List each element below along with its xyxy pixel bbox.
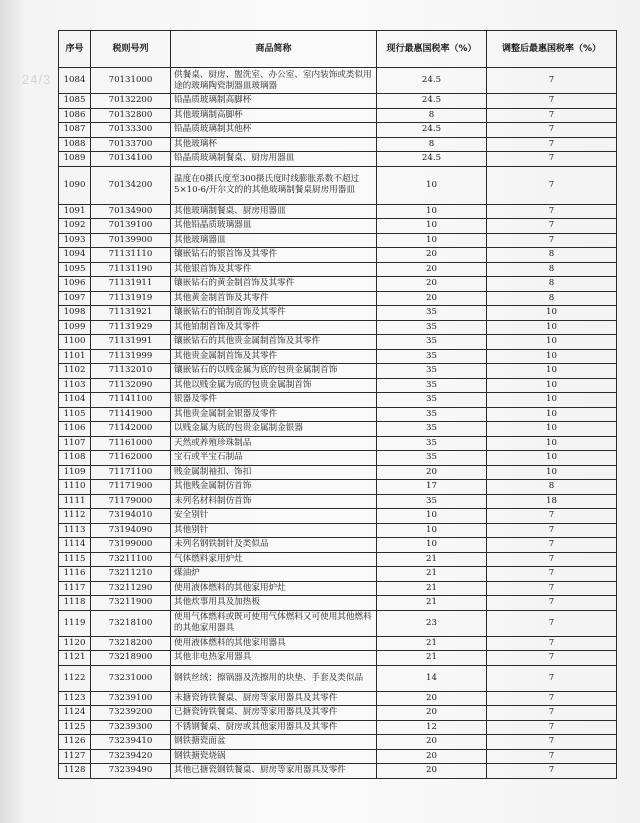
cell-serial-number: 1108 (59, 451, 91, 466)
cell-serial-number: 1103 (59, 378, 91, 393)
cell-serial-number: 1102 (59, 364, 91, 379)
table-row (59, 636, 617, 651)
cell-product-name: 温度在0摄氏度至300摄氏度时线膨胀系数不超过5×10-6/开尔文的的其他玻璃制餐桌厨房用器皿 (171, 166, 377, 204)
cell-serial-number: 1109 (59, 465, 91, 480)
cell-product-name: 镶嵌钻石的铂制首饰及其零件 (171, 306, 377, 321)
cell-current-rate: 23 (377, 610, 487, 636)
cell-current-rate: 24.5 (377, 94, 487, 109)
table-row (59, 749, 617, 764)
cell-current-rate: 35 (377, 451, 487, 466)
cell-product-name: 使用液体燃料的其他家用炉灶 (171, 581, 377, 596)
cell-current-rate: 24.5 (377, 68, 487, 94)
cell-tariff-code: 70134100 (91, 152, 171, 167)
cell-serial-number: 1126 (59, 735, 91, 750)
cell-tariff-code: 70133700 (91, 137, 171, 152)
cell-current-rate: 10 (377, 523, 487, 538)
cell-product-name: 其他铂制首饰及其零件 (171, 320, 377, 335)
cell-current-rate: 35 (377, 306, 487, 321)
cell-tariff-code: 71141100 (91, 393, 171, 408)
cell-product-name: 镶嵌钻石的其他贵金属制首饰及其零件 (171, 335, 377, 350)
cell-adjusted-rate: 10 (487, 465, 617, 480)
table-row (59, 706, 617, 721)
cell-adjusted-rate: 7 (487, 233, 617, 248)
cell-serial-number: 1087 (59, 123, 91, 138)
cell-adjusted-rate: 10 (487, 393, 617, 408)
cell-serial-number: 1096 (59, 277, 91, 292)
cell-serial-number: 1094 (59, 248, 91, 263)
cell-product-name: 气体燃料家用炉灶 (171, 552, 377, 567)
cell-current-rate: 10 (377, 204, 487, 219)
cell-serial-number: 1112 (59, 509, 91, 524)
cell-tariff-code: 73239200 (91, 706, 171, 721)
cell-tariff-code: 70139100 (91, 219, 171, 234)
table-row (59, 262, 617, 277)
cell-adjusted-rate: 7 (487, 538, 617, 553)
cell-adjusted-rate: 10 (487, 349, 617, 364)
cell-adjusted-rate: 8 (487, 480, 617, 495)
cell-current-rate: 17 (377, 480, 487, 495)
cell-adjusted-rate: 7 (487, 764, 617, 779)
cell-current-rate: 35 (377, 364, 487, 379)
cell-current-rate: 35 (377, 349, 487, 364)
cell-serial-number: 1125 (59, 720, 91, 735)
cell-product-name: 天然或养殖珍珠制品 (171, 436, 377, 451)
cell-adjusted-rate: 8 (487, 248, 617, 263)
cell-product-name: 其他玻璃制高脚杯 (171, 108, 377, 123)
cell-current-rate: 14 (377, 665, 487, 691)
cell-serial-number: 1104 (59, 393, 91, 408)
cell-adjusted-rate: 7 (487, 123, 617, 138)
cell-current-rate: 24.5 (377, 152, 487, 167)
cell-adjusted-rate: 7 (487, 219, 617, 234)
cell-product-name: 供餐桌、厨房、盥洗室、办公室、室内装饰或类似用途的玻璃陶瓷制器皿玻璃器 (171, 68, 377, 94)
table-row (59, 94, 617, 109)
cell-product-name: 使用液体燃料的其他家用器具 (171, 636, 377, 651)
cell-product-name: 其他炊事用具及加热板 (171, 596, 377, 611)
table-row (59, 68, 617, 94)
header-current-rate: 现行最惠国税率（%） (377, 31, 487, 68)
table-row (59, 364, 617, 379)
cell-product-name: 未列名材料制仿首饰 (171, 494, 377, 509)
cell-adjusted-rate: 10 (487, 436, 617, 451)
table-row (59, 610, 617, 636)
cell-adjusted-rate: 10 (487, 378, 617, 393)
cell-product-name: 未列名钢铁制针及类似品 (171, 538, 377, 553)
cell-adjusted-rate: 7 (487, 610, 617, 636)
cell-product-name: 已搪瓷铸铁餐桌、厨房等家用器具及其零件 (171, 706, 377, 721)
cell-adjusted-rate: 7 (487, 94, 617, 109)
cell-current-rate: 35 (377, 407, 487, 422)
cell-tariff-code: 73211210 (91, 567, 171, 582)
cell-tariff-code: 71171900 (91, 480, 171, 495)
cell-serial-number: 1119 (59, 610, 91, 636)
cell-tariff-code: 73211290 (91, 581, 171, 596)
cell-serial-number: 1086 (59, 108, 91, 123)
cell-current-rate: 20 (377, 277, 487, 292)
cell-product-name: 使用气体燃料或既可使用气体燃料又可使用其他燃料的其他家用器具 (171, 610, 377, 636)
cell-adjusted-rate: 7 (487, 68, 617, 94)
cell-tariff-code: 70131000 (91, 68, 171, 94)
cell-serial-number: 1117 (59, 581, 91, 596)
table-row (59, 219, 617, 234)
cell-tariff-code: 70132200 (91, 94, 171, 109)
watermark: 24/3 (22, 72, 52, 87)
cell-product-name: 银器及零件 (171, 393, 377, 408)
cell-tariff-code: 71131919 (91, 291, 171, 306)
cell-serial-number: 1114 (59, 538, 91, 553)
cell-current-rate: 21 (377, 636, 487, 651)
cell-adjusted-rate: 7 (487, 567, 617, 582)
table-row (59, 407, 617, 422)
cell-current-rate: 20 (377, 291, 487, 306)
table-row (59, 166, 617, 204)
cell-product-name: 不锈钢餐桌、厨房或其他家用器具及其零件 (171, 720, 377, 735)
cell-serial-number: 1090 (59, 166, 91, 204)
cell-product-name: 钢铁搪瓷烧锅 (171, 749, 377, 764)
cell-current-rate: 35 (377, 393, 487, 408)
cell-adjusted-rate: 7 (487, 706, 617, 721)
cell-serial-number: 1100 (59, 335, 91, 350)
cell-adjusted-rate: 7 (487, 749, 617, 764)
cell-current-rate: 20 (377, 706, 487, 721)
cell-serial-number: 1107 (59, 436, 91, 451)
cell-product-name: 其他玻璃制餐桌、厨房用器皿 (171, 204, 377, 219)
cell-tariff-code: 71131190 (91, 262, 171, 277)
cell-product-name: 镶嵌钻石的银首饰及其零件 (171, 248, 377, 263)
cell-tariff-code: 71132090 (91, 378, 171, 393)
table-row (59, 567, 617, 582)
cell-product-name: 其他已搪瓷钢铁餐桌、厨房等家用器具及零件 (171, 764, 377, 779)
cell-serial-number: 1089 (59, 152, 91, 167)
cell-adjusted-rate: 7 (487, 651, 617, 666)
table-row (59, 108, 617, 123)
table-row (59, 691, 617, 706)
cell-adjusted-rate: 7 (487, 596, 617, 611)
cell-tariff-code: 71171100 (91, 465, 171, 480)
cell-current-rate: 35 (377, 422, 487, 437)
cell-serial-number: 1095 (59, 262, 91, 277)
cell-adjusted-rate: 18 (487, 494, 617, 509)
cell-serial-number: 1128 (59, 764, 91, 779)
cell-product-name: 其他玻璃杯 (171, 137, 377, 152)
header-serial-number: 序号 (59, 31, 91, 68)
cell-tariff-code: 71162000 (91, 451, 171, 466)
table-row (59, 581, 617, 596)
cell-current-rate: 10 (377, 233, 487, 248)
table-row (59, 306, 617, 321)
cell-tariff-code: 70134200 (91, 166, 171, 204)
table-row (59, 596, 617, 611)
cell-tariff-code: 71131929 (91, 320, 171, 335)
table-row (59, 538, 617, 553)
cell-adjusted-rate: 7 (487, 691, 617, 706)
cell-product-name: 其他贵金属制首饰及其零件 (171, 349, 377, 364)
cell-product-name: 其他贱金属制仿首饰 (171, 480, 377, 495)
table-row (59, 349, 617, 364)
cell-current-rate: 35 (377, 494, 487, 509)
cell-current-rate: 24.5 (377, 123, 487, 138)
cell-serial-number: 1105 (59, 407, 91, 422)
cell-product-name: 其他玻璃器皿 (171, 233, 377, 248)
cell-adjusted-rate: 10 (487, 364, 617, 379)
cell-serial-number: 1099 (59, 320, 91, 335)
table-body (59, 68, 617, 779)
cell-tariff-code: 73239300 (91, 720, 171, 735)
cell-current-rate: 20 (377, 262, 487, 277)
cell-serial-number: 1093 (59, 233, 91, 248)
cell-tariff-code: 71131911 (91, 277, 171, 292)
cell-tariff-code: 73239410 (91, 735, 171, 750)
cell-adjusted-rate: 10 (487, 422, 617, 437)
cell-serial-number: 1110 (59, 480, 91, 495)
cell-current-rate: 21 (377, 596, 487, 611)
cell-serial-number: 1098 (59, 306, 91, 321)
cell-product-name: 安全别针 (171, 509, 377, 524)
cell-current-rate: 10 (377, 509, 487, 524)
cell-tariff-code: 73218200 (91, 636, 171, 651)
cell-current-rate: 8 (377, 108, 487, 123)
cell-tariff-code: 73194090 (91, 523, 171, 538)
cell-product-name: 煤油炉 (171, 567, 377, 582)
cell-current-rate: 35 (377, 320, 487, 335)
cell-adjusted-rate: 10 (487, 320, 617, 335)
cell-serial-number: 1124 (59, 706, 91, 721)
cell-serial-number: 1097 (59, 291, 91, 306)
cell-tariff-code: 73231000 (91, 665, 171, 691)
table-row (59, 123, 617, 138)
cell-serial-number: 1106 (59, 422, 91, 437)
cell-tariff-code: 71131999 (91, 349, 171, 364)
table-row (59, 378, 617, 393)
cell-product-name: 其他铅晶质玻璃器皿 (171, 219, 377, 234)
cell-product-name: 其他银首饰及其零件 (171, 262, 377, 277)
cell-tariff-code: 73239100 (91, 691, 171, 706)
cell-tariff-code: 70132800 (91, 108, 171, 123)
cell-current-rate: 21 (377, 567, 487, 582)
cell-serial-number: 1127 (59, 749, 91, 764)
cell-tariff-code: 73218900 (91, 651, 171, 666)
cell-product-name: 未搪瓷铸铁餐桌、厨房等家用器具及其零件 (171, 691, 377, 706)
table-row (59, 764, 617, 779)
table-row (59, 291, 617, 306)
cell-adjusted-rate: 10 (487, 335, 617, 350)
cell-current-rate: 21 (377, 552, 487, 567)
table-row (59, 523, 617, 538)
cell-adjusted-rate: 7 (487, 636, 617, 651)
cell-serial-number: 1120 (59, 636, 91, 651)
cell-tariff-code: 73199000 (91, 538, 171, 553)
cell-adjusted-rate: 10 (487, 451, 617, 466)
cell-adjusted-rate: 8 (487, 291, 617, 306)
cell-serial-number: 1088 (59, 137, 91, 152)
cell-current-rate: 20 (377, 691, 487, 706)
cell-current-rate: 35 (377, 335, 487, 350)
cell-tariff-code: 73218100 (91, 610, 171, 636)
cell-current-rate: 10 (377, 538, 487, 553)
cell-current-rate: 12 (377, 720, 487, 735)
cell-adjusted-rate: 7 (487, 166, 617, 204)
cell-current-rate: 10 (377, 219, 487, 234)
cell-adjusted-rate: 7 (487, 152, 617, 167)
table-header-row (59, 31, 617, 68)
cell-tariff-code: 73211100 (91, 552, 171, 567)
table-row (59, 248, 617, 263)
cell-product-name: 宝石或半宝石制品 (171, 451, 377, 466)
table-row (59, 137, 617, 152)
cell-adjusted-rate: 7 (487, 509, 617, 524)
cell-adjusted-rate: 8 (487, 262, 617, 277)
cell-adjusted-rate: 7 (487, 581, 617, 596)
cell-serial-number: 1092 (59, 219, 91, 234)
cell-current-rate: 35 (377, 378, 487, 393)
table-row (59, 436, 617, 451)
cell-adjusted-rate: 7 (487, 665, 617, 691)
header-adjusted-rate: 调整后最惠国税率（%） (487, 31, 617, 68)
cell-serial-number: 1111 (59, 494, 91, 509)
cell-product-name: 钢铁搪瓷面盆 (171, 735, 377, 750)
cell-tariff-code: 70134900 (91, 204, 171, 219)
tariff-table (58, 30, 617, 779)
cell-serial-number: 1123 (59, 691, 91, 706)
cell-adjusted-rate: 10 (487, 407, 617, 422)
cell-adjusted-rate: 7 (487, 204, 617, 219)
header-product-name: 商品简称 (171, 31, 377, 68)
cell-adjusted-rate: 7 (487, 735, 617, 750)
cell-tariff-code: 70133300 (91, 123, 171, 138)
cell-tariff-code: 73239490 (91, 764, 171, 779)
table-row (59, 509, 617, 524)
table-row (59, 735, 617, 750)
table-row (59, 665, 617, 691)
table-row (59, 204, 617, 219)
cell-adjusted-rate: 7 (487, 108, 617, 123)
cell-tariff-code: 71161000 (91, 436, 171, 451)
table-row (59, 152, 617, 167)
cell-tariff-code: 73239420 (91, 749, 171, 764)
table-row (59, 393, 617, 408)
cell-adjusted-rate: 10 (487, 306, 617, 321)
cell-current-rate: 21 (377, 651, 487, 666)
table-row (59, 651, 617, 666)
table-row (59, 422, 617, 437)
cell-product-name: 其他贵金属制金银器及零件 (171, 407, 377, 422)
cell-serial-number: 1121 (59, 651, 91, 666)
cell-tariff-code: 71132010 (91, 364, 171, 379)
cell-product-name: 镶嵌钻石的以贱金属为底的包贵金属制首饰 (171, 364, 377, 379)
table-row (59, 480, 617, 495)
cell-serial-number: 1085 (59, 94, 91, 109)
cell-serial-number: 1101 (59, 349, 91, 364)
cell-current-rate: 20 (377, 248, 487, 263)
cell-tariff-code: 71131991 (91, 335, 171, 350)
table-row (59, 552, 617, 567)
cell-tariff-code: 70139900 (91, 233, 171, 248)
cell-current-rate: 10 (377, 166, 487, 204)
cell-product-name: 其他黄金制首饰及其零件 (171, 291, 377, 306)
cell-tariff-code: 71142000 (91, 422, 171, 437)
cell-product-name: 以贱金属为底的包贵金属制金银器 (171, 422, 377, 437)
cell-adjusted-rate: 7 (487, 720, 617, 735)
cell-current-rate: 20 (377, 735, 487, 750)
header-tariff-code: 税则号列 (91, 31, 171, 68)
cell-tariff-code: 73211900 (91, 596, 171, 611)
cell-serial-number: 1115 (59, 552, 91, 567)
cell-product-name: 铅晶质玻璃制其他杯 (171, 123, 377, 138)
table-row (59, 720, 617, 735)
cell-product-name: 镶嵌钻石的黄金制首饰及其零件 (171, 277, 377, 292)
cell-adjusted-rate: 8 (487, 277, 617, 292)
cell-product-name: 钢铁丝绒；擦锅器及洗擦用的块垫、手套及类似品 (171, 665, 377, 691)
cell-serial-number: 1113 (59, 523, 91, 538)
cell-current-rate: 20 (377, 465, 487, 480)
table-row (59, 494, 617, 509)
cell-product-name: 其他非电热家用器具 (171, 651, 377, 666)
cell-serial-number: 1118 (59, 596, 91, 611)
table-row (59, 320, 617, 335)
cell-adjusted-rate: 7 (487, 552, 617, 567)
cell-product-name: 其他以贱金属为底的包贵金属制首饰 (171, 378, 377, 393)
cell-product-name: 铅晶质玻璃制餐桌、厨房用器皿 (171, 152, 377, 167)
table-row (59, 335, 617, 350)
cell-tariff-code: 73194010 (91, 509, 171, 524)
cell-current-rate: 20 (377, 764, 487, 779)
cell-serial-number: 1084 (59, 68, 91, 94)
cell-product-name: 贱金属制袖扣、饰扣 (171, 465, 377, 480)
cell-tariff-code: 71141900 (91, 407, 171, 422)
cell-current-rate: 8 (377, 137, 487, 152)
cell-tariff-code: 71131921 (91, 306, 171, 321)
table-row (59, 233, 617, 248)
cell-current-rate: 21 (377, 581, 487, 596)
cell-product-name: 其他别针 (171, 523, 377, 538)
table-row (59, 465, 617, 480)
table-row (59, 277, 617, 292)
cell-tariff-code: 71131110 (91, 248, 171, 263)
cell-product-name: 铅晶质玻璃制高脚杯 (171, 94, 377, 109)
cell-serial-number: 1116 (59, 567, 91, 582)
cell-adjusted-rate: 7 (487, 523, 617, 538)
cell-current-rate: 35 (377, 436, 487, 451)
cell-tariff-code: 71179000 (91, 494, 171, 509)
cell-serial-number: 1122 (59, 665, 91, 691)
table-row (59, 451, 617, 466)
cell-adjusted-rate: 7 (487, 137, 617, 152)
cell-serial-number: 1091 (59, 204, 91, 219)
cell-current-rate: 20 (377, 749, 487, 764)
